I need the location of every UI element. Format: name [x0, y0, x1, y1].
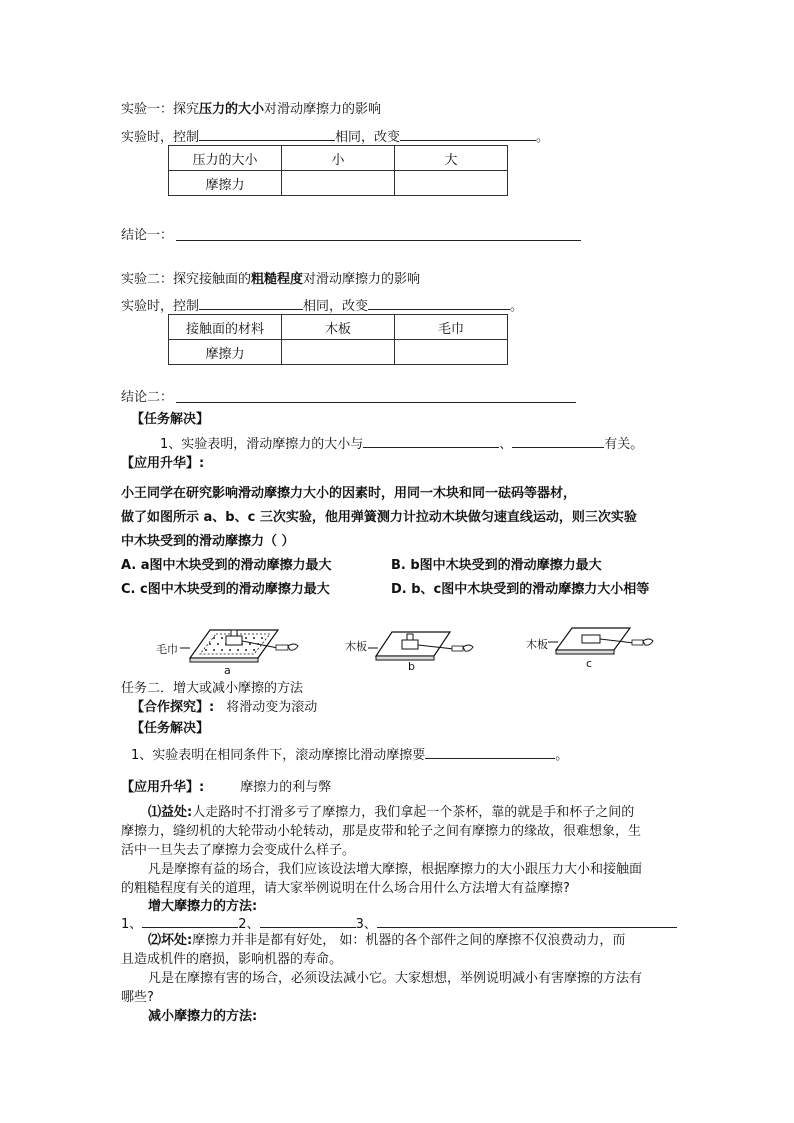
exp2-conclusion-blank[interactable]	[176, 402, 576, 403]
task1-blank-1[interactable]	[363, 434, 499, 448]
benefit-line-1: ⑴益处:人走路时不打滑多亏了摩擦力，我们拿起一个茶杯，靠的就是手和杯子之间的	[148, 805, 635, 820]
harm-line-2: 且造成机件的磨损，影响机器的寿命。	[121, 952, 343, 967]
exp1-table-header-0: 压力的大小	[169, 146, 282, 171]
exp1-table-row-label: 摩擦力	[169, 171, 282, 196]
figure-c-wood-setup	[548, 624, 660, 660]
exp2-table-cell-towel[interactable]	[395, 340, 508, 365]
apply1-heading: 【应用升华】:	[121, 456, 205, 471]
increase-prompt-line-2: 的粗糙程度有关的道理，请大家举例说明在什么场合用什么方法增大有益摩擦?	[121, 881, 570, 896]
apply1-line3: 中木块受到的滑动摩擦力（ ）	[121, 534, 295, 549]
exp1-table-header-1: 小	[282, 146, 395, 171]
task1-heading: 【任务解决】	[131, 412, 210, 427]
task2-solve-question: 1、实验表明在相同条件下，滚动摩擦比滑动摩擦要 。	[131, 745, 568, 765]
increase-methods-heading: 增大摩擦力的方法:	[148, 899, 258, 914]
exp1-change-blank[interactable]	[400, 127, 536, 141]
figure-b-wood-setup	[368, 628, 480, 666]
exp1-conclusion-label: 结论一：	[121, 228, 174, 243]
increase-blank-1[interactable]	[142, 914, 238, 928]
decrease-methods-heading: 减小摩擦力的方法:	[148, 1009, 258, 1024]
exp1-table	[168, 145, 508, 196]
exp1-table-cell-small[interactable]	[282, 171, 395, 196]
exp2-table-header-1: 木板	[282, 315, 395, 340]
figure-c-label: c	[586, 657, 593, 670]
exp1-control-line: 实验时，控制 相同，改变 。	[121, 127, 549, 147]
option-c[interactable]: C. c图中木块受到的滑动摩擦力最大	[121, 582, 330, 597]
figure-a-towel-setup	[180, 624, 305, 670]
apply1-line2: 做了如图所示 a、b、c 三次实验，他用弹簧测力计拉动木块做匀速直线运动，则三次实验	[121, 510, 637, 525]
figure-b-label: b	[408, 660, 415, 673]
task1-blank-2[interactable]	[512, 434, 604, 448]
exp2-table	[168, 314, 508, 365]
figure-b-surface-label: 木板	[345, 640, 367, 653]
exp2-title: 实验二：探究接触面的粗糙程度对滑动摩擦力的影响	[121, 272, 421, 287]
option-b[interactable]: B. b图中木块受到的滑动摩擦力最大	[391, 558, 602, 573]
option-a[interactable]: A. a图中木块受到的滑动摩擦力最大	[121, 558, 332, 573]
exp2-table-header-0: 接触面的材料	[169, 315, 282, 340]
exp2-change-blank[interactable]	[368, 296, 510, 310]
exp1-table-cell-large[interactable]	[395, 171, 508, 196]
task2-title: 任务二．增大或减小摩擦的方法	[121, 681, 304, 696]
figure-a-label: a	[224, 664, 231, 677]
task1-question: 1、实验表明，滑动摩擦力的大小与 、 有关。	[160, 434, 643, 454]
task2-solve-heading: 【任务解决】	[131, 721, 210, 736]
figure-c-surface-label: 木板	[526, 638, 548, 651]
exp1-control-blank[interactable]	[199, 127, 335, 141]
benefit-line-3: 活中一旦失去了摩擦力会变成什么样子。	[121, 843, 356, 858]
apply1-line1: 小王同学在研究影响滑动摩擦力大小的因素时，用同一木块和同一砝码等器材，	[121, 486, 577, 501]
option-d[interactable]: D. b、c图中木块受到的滑动摩擦力大小相等	[391, 582, 650, 597]
exp2-table-cell-wood[interactable]	[282, 340, 395, 365]
harm-line-1: ⑵坏处:摩擦力并非是都有好处， 如：机器的各个部件之间的摩擦不仅浪费动力，而	[148, 933, 626, 948]
decrease-prompt-line-1: 凡是在摩擦有害的场合，必须设法减小它。大家想想，举例说明减小有害摩擦的方法有	[148, 971, 643, 986]
exp2-conclusion-label: 结论二：	[121, 390, 174, 405]
exp1-table-header-2: 大	[395, 146, 508, 171]
exp2-table-header-2: 毛巾	[395, 315, 508, 340]
exp2-control-line: 实验时，控制 相同，改变 。	[121, 296, 523, 316]
increase-prompt-line-1: 凡是摩擦有益的场合，我们应该设法增大摩擦，根据摩擦力的大小跟压力大小和接触面	[148, 862, 643, 877]
exp1-conclusion-blank[interactable]	[176, 240, 581, 241]
task2-solve-blank[interactable]	[425, 745, 555, 759]
exp1-title: 实验一：探究压力的大小对滑动摩擦力的影响	[121, 102, 382, 117]
exp2-table-row-label: 摩擦力	[169, 340, 282, 365]
figure-a-surface-label: 毛巾	[156, 643, 178, 656]
benefit-line-2: 摩擦力，缝纫机的大轮带动小轮转动，那是皮带和轮子之间有摩擦力的缘故，很难想象，生	[121, 824, 642, 839]
task2-coop: 【合作探究】: 将滑动变为滚动	[131, 700, 318, 715]
increase-blank-2[interactable]	[260, 914, 356, 928]
exp2-control-blank[interactable]	[199, 296, 303, 310]
apply2-heading-line: 【应用升华】: 摩擦力的利与弊	[121, 780, 332, 795]
increase-methods-blanks: 1、 2、 3、	[121, 914, 677, 934]
increase-blank-3[interactable]	[377, 914, 677, 928]
decrease-prompt-line-2: 哪些?	[121, 990, 154, 1005]
